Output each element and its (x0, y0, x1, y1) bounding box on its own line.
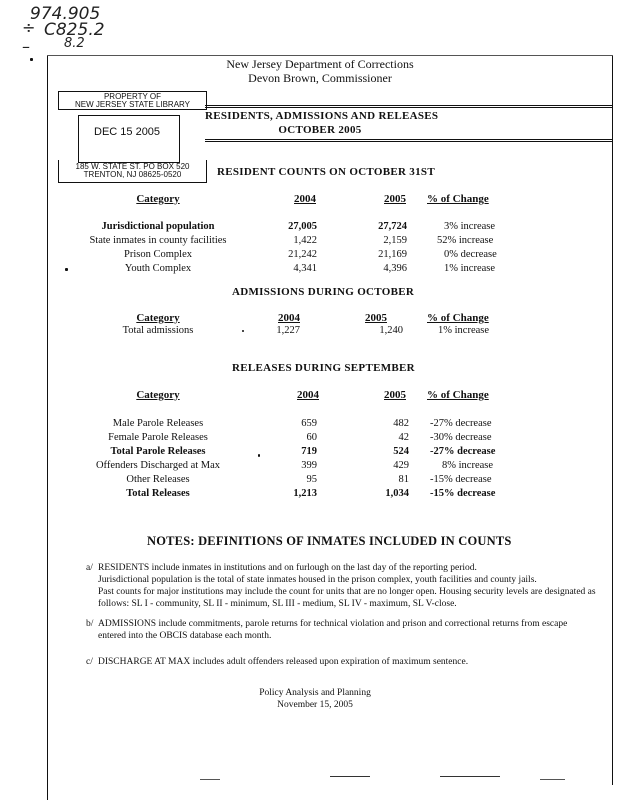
library-stamp-bottom (58, 160, 207, 183)
table-row-category: State inmates in county facilities (89, 235, 227, 246)
table-row-2005: 482 (393, 418, 409, 429)
library-stamp-date-box (78, 115, 180, 163)
table-row-change: 3% increase (444, 221, 496, 232)
stamp-property-line2: NEW JERSEY STATE LIBRARY (75, 100, 190, 109)
table-row-2005: 81 (398, 474, 409, 485)
table-row-2004: 60 (306, 432, 317, 443)
stamp-address1: 185 W. STATE ST. PO BOX 520 (75, 162, 190, 171)
library-stamp-top (58, 91, 207, 110)
table-row-category: Total Releases (126, 488, 190, 499)
scan-streak (440, 776, 500, 777)
handwritten-call-number-2: C825.2 (44, 20, 105, 40)
table-row-2004: 719 (301, 446, 317, 457)
table-row-category: Total Parole Releases (110, 446, 206, 457)
table-row-change: -27% decrease (430, 446, 496, 457)
table-row-2005: 429 (393, 460, 409, 471)
note-b-text: ADMISSIONS include commitments, parole returns for technical violation and prison and correctional returns from escape entered into the OBCIS database each month. (98, 619, 568, 641)
table-row-2004: 1,227 (276, 325, 300, 336)
releases-col-2004: 2004 (297, 389, 319, 401)
right-border-line (612, 55, 613, 785)
releases-col-2005: 2005 (384, 389, 406, 401)
table-row-2005: 27,724 (378, 221, 407, 232)
table-row-category: Jurisdictional population (101, 221, 215, 232)
releases-heading: RELEASES DURING SEPTEMBER (232, 362, 415, 374)
resident-col-change: % of Change (427, 193, 489, 205)
notes-title: NOTES: DEFINITIONS OF INMATES INCLUDED IN COUNTS (147, 534, 512, 548)
note-a-line1: RESIDENTS include inmates in institutions and on furlough on the last day of the reporting period. (98, 563, 477, 573)
table-row-category: Total admissions (122, 325, 194, 336)
note-a-line2: Jurisdictional population is the total of state inmates housed in the prison complex, youth facilities and county jails. (98, 575, 537, 585)
footer-office: Policy Analysis and Planning (259, 688, 371, 698)
scan-speck (258, 454, 260, 457)
report-title: RESIDENTS, ADMISSIONS AND RELEASES (205, 110, 439, 122)
table-row-change: -30% decrease (430, 432, 492, 443)
table-row-2004: 27,005 (288, 221, 317, 232)
table-row-category: Other Releases (126, 474, 190, 485)
table-row-change: 52% increase (437, 235, 494, 246)
footer-date: November 15, 2005 (277, 700, 353, 710)
table-row-category: Prison Complex (124, 249, 192, 260)
admissions-col-2005: 2005 (365, 312, 387, 324)
table-row-2004: 95 (306, 474, 317, 485)
table-row-2005: 42 (398, 432, 409, 443)
table-row-2004: 659 (301, 418, 317, 429)
top-border-line (47, 55, 613, 56)
table-row-category: Male Parole Releases (112, 418, 204, 429)
table-row-2004: 1,422 (293, 235, 317, 246)
handwritten-call-number-3: 8.2 (64, 36, 85, 51)
table-row-change: -27% decrease (430, 418, 492, 429)
admissions-col-category: Category (136, 312, 180, 324)
handwritten-marks: ÷ – (22, 18, 36, 56)
table-row-category: Youth Complex (124, 263, 192, 274)
table-row-2004: 21,242 (288, 249, 317, 260)
table-row-change: -15% decrease (430, 488, 496, 499)
note-c-marker: c/ (86, 657, 93, 667)
table-row-change: -15% decrease (430, 474, 492, 485)
table-row-2004: 1,213 (293, 488, 317, 499)
table-row-2005: 524 (393, 446, 409, 457)
handwritten-call-number-1: 974.905 (30, 4, 101, 24)
releases-col-change: % of Change (427, 389, 489, 401)
table-row-2004: 399 (301, 460, 317, 471)
title-rule-top (205, 105, 612, 106)
commissioner-name: Devon Brown, Commissioner (248, 71, 392, 85)
report-subtitle: OCTOBER 2005 (278, 124, 362, 136)
resident-counts-heading: RESIDENT COUNTS ON OCTOBER 31ST (217, 166, 435, 178)
admissions-heading: ADMISSIONS DURING OCTOBER (232, 286, 415, 298)
table-row-category: Female Parole Releases (108, 432, 208, 443)
stamp-date: DEC 15 2005 (94, 126, 161, 138)
resident-col-2005: 2005 (384, 193, 406, 205)
table-row-change: 8% increase (442, 460, 494, 471)
left-border-line (47, 55, 48, 800)
table-row-change: 0% decrease (444, 249, 497, 260)
table-row-change: 1% increase (438, 325, 490, 336)
note-c-text: DISCHARGE AT MAX includes adult offenders released upon expiration of maximum sentence. (98, 657, 469, 667)
scan-speck (242, 330, 244, 332)
table-row-category: Offenders Discharged at Max (95, 460, 221, 471)
scan-speck (30, 58, 33, 61)
resident-col-category: Category (136, 193, 180, 205)
scan-speck (65, 268, 68, 271)
admissions-col-2004: 2004 (278, 312, 300, 324)
resident-col-2004: 2004 (294, 193, 316, 205)
note-a-line3: Past counts for major institutions may include the count for units that are no longer open. Housing security levels are designated as follows: SL I - community, SL II - minimum, SL III - medium, SL IV - maximum, SL V-close. (98, 587, 596, 609)
department-name: New Jersey Department of Corrections (226, 57, 414, 71)
title-rule-top-2 (205, 107, 612, 108)
table-row-2005: 4,396 (383, 263, 407, 274)
table-row-2005: 2,159 (383, 235, 407, 246)
title-rule-bottom-2 (205, 141, 612, 142)
table-row-2005: 1,034 (385, 488, 409, 499)
table-row-2004: 4,341 (293, 263, 317, 274)
releases-col-category: Category (136, 389, 180, 401)
stamp-property-line1: PROPERTY OF (103, 92, 162, 101)
stamp-address2: TRENTON, NJ 08625-0520 (83, 170, 182, 179)
table-row-2005: 1,240 (379, 325, 403, 336)
scan-streak (330, 776, 370, 777)
table-row-2005: 21,169 (378, 249, 407, 260)
admissions-col-change: % of Change (427, 312, 489, 324)
note-b-marker: b/ (86, 619, 94, 629)
scan-streak (540, 779, 565, 780)
note-a-marker: a/ (86, 563, 93, 573)
scan-streak (200, 779, 220, 780)
table-row-change: 1% increase (444, 263, 496, 274)
title-rule-bottom (205, 139, 612, 140)
